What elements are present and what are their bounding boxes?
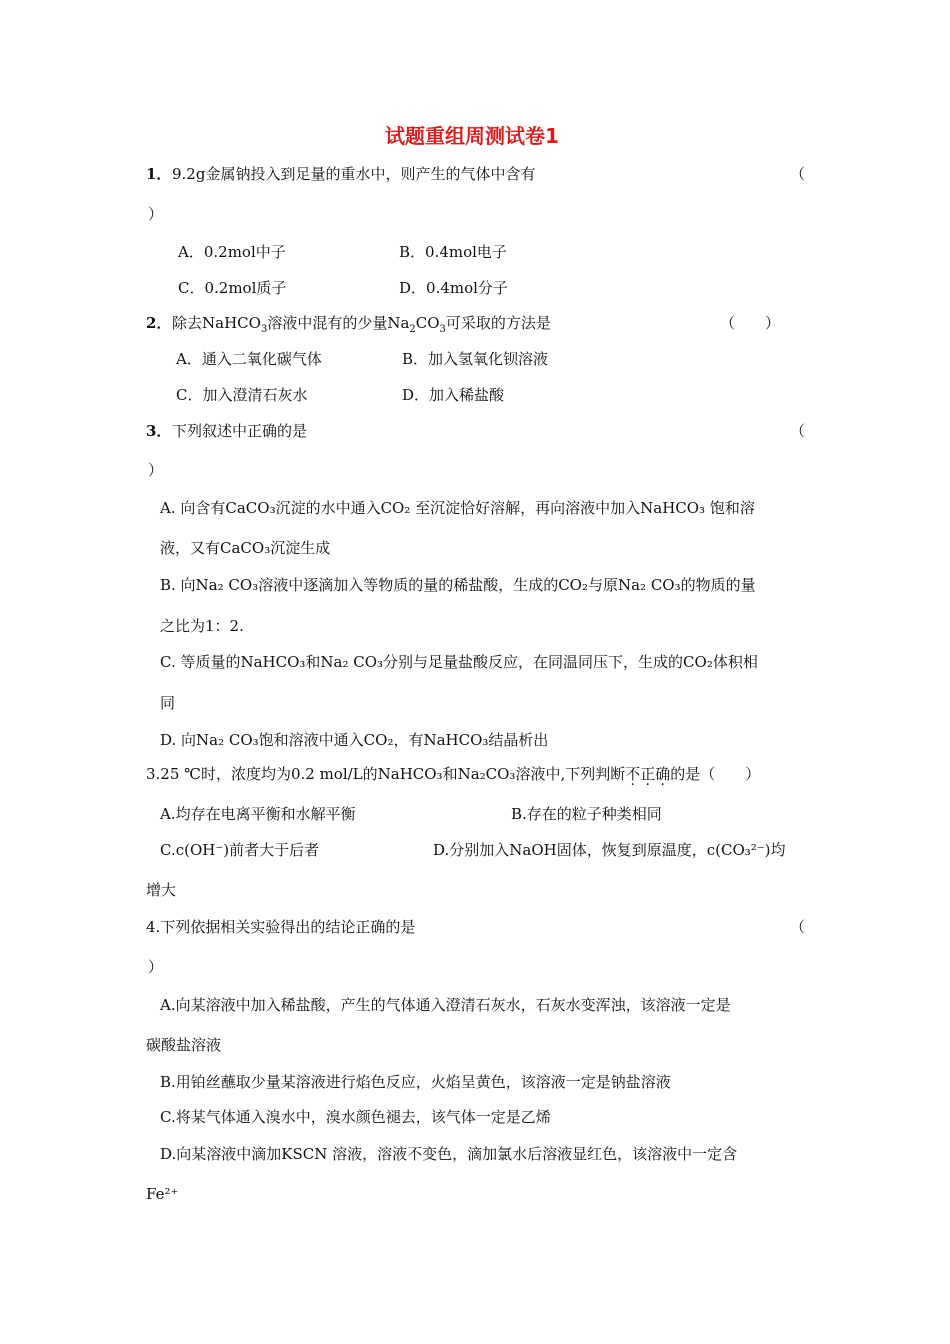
q1-option-c: C．0.2mol质子 [178,279,287,297]
q4-stem: 4.下列依据相关实验得出的结论正确的是 [146,918,416,936]
q4-option-b: B.用铂丝蘸取少量某溶液进行焰色反应，火焰呈黄色，该溶液一定是钠盐溶液 [160,1073,671,1091]
q3-option-b-line2: 之比为1：2. [160,617,244,635]
q2-option-d: D．加入稀盐酸 [402,386,505,404]
q3-option-c-line2: 同 [160,694,176,712]
q1-option-b: B．0.4mol电子 [399,243,507,261]
q2-stem: 除去NaHCO$_3$溶液中混有的少量$Na_2CO_3$可采取的方法是 [172,314,551,335]
q2-paren: （ ） [720,314,781,332]
page-title: 试题重组周测试卷1 [385,124,559,148]
q3-paren-close: ） [148,461,164,479]
q4-paren-close: ） [148,958,164,976]
q2-option-a: A．通入二氧化碳气体 [176,350,322,368]
q3-option-a-line1: A. 向含有CaCO₃沉淀的水中通入CO₂ 至沉淀恰好溶解，再向溶液中加入NaHCO₃ 饱和溶 [160,499,755,517]
q3b-option-a: A.均存在电离平衡和水解平衡 [160,805,356,823]
q2-number: 2． [146,314,172,332]
q3-option-c-line1: C. 等质量的NaHCO₃和Na₂ CO₃分别与足量盐酸反应，在同温同压下，生成的CO₂体积相 [160,653,758,671]
q1-paren-close: ） [148,205,164,223]
q3-option-b-line1: B. 向Na₂ CO₃溶液中逐滴加入等物质的量的稀盐酸，生成的CO₂与原Na₂ CO₃的物质的量 [160,576,756,594]
q4-option-d-line1: D.向某溶液中滴加KSCN 溶液，溶液不变色，滴加氯水后溶液显红色，该溶液中一定含 [160,1145,738,1163]
q2-option-b: B．加入氢氧化钡溶液 [402,350,549,368]
q1-option-d: D．0.4mol分子 [399,279,508,297]
q3b-option-d-line1: D.分别加入NaOH固体，恢复到原温度，c(CO₃²⁻)均 [433,841,786,859]
q3-number: 3． [146,422,172,440]
q2-option-c: C．加入澄清石灰水 [176,386,308,404]
q1-paren-open: （ [790,165,806,183]
q3b-option-b: B.存在的粒子种类相同 [511,805,662,823]
q1-option-a: A．0.2mol中子 [178,243,286,261]
q3-option-d: D. 向Na₂ CO₃饱和溶液中通入CO₂，有NaHCO₃结晶析出 [160,731,549,749]
q1-number: 1． [146,165,172,183]
q3b-stem: 3.25 ℃时，浓度均为0.2 mol/L的NaHCO₃和Na₂CO₃溶液中,下列判断不正确的是（ ） [146,765,761,783]
q3-paren-open: （ [790,422,806,440]
q3-option-a-line2: 液，又有CaCO₃沉淀生成 [160,539,331,557]
q3b-option-d-line2: 增大 [146,881,177,899]
q4-option-c: C.将某气体通入溴水中，溴水颜色褪去，该气体一定是乙烯 [160,1108,551,1126]
q4-paren-open: （ [790,918,806,936]
q4-option-d-line2: Fe²⁺ [146,1185,179,1203]
q4-option-a-line2: 碳酸盐溶液 [146,1036,222,1054]
q4-option-a-line1: A.向某溶液中加入稀盐酸，产生的气体通入澄清石灰水，石灰水变浑浊，该溶液一定是 [160,996,731,1014]
q3-stem: 下列叙述中正确的是 [172,422,308,440]
q1-stem: 9.2g金属钠投入到足量的重水中，则产生的气体中含有 [172,165,536,183]
q3b-option-c: C.c(OH⁻)前者大于后者 [160,841,320,859]
